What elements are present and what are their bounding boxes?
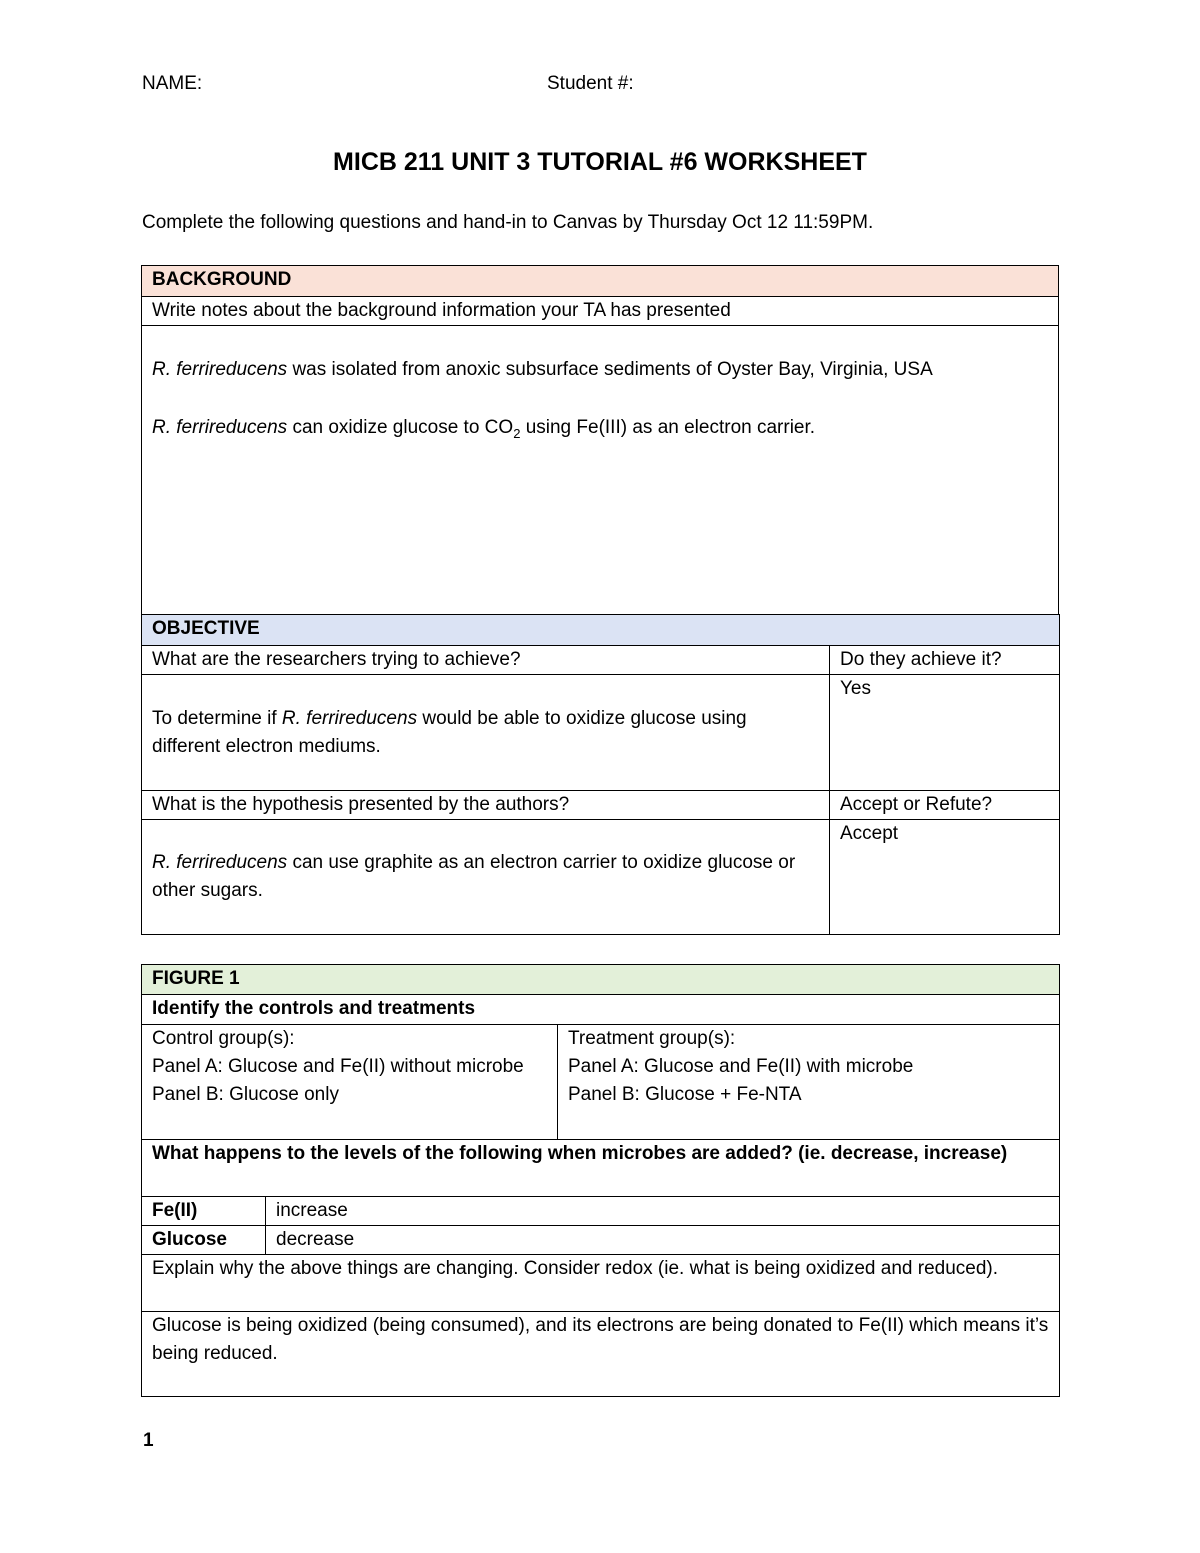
treatment-groups-label: Treatment group(s):: [568, 1028, 736, 1049]
background-notes: [142, 326, 1059, 617]
treatment-panel-b: Panel B: Glucose + Fe-NTA: [568, 1084, 802, 1105]
objective-heading: OBJECTIVE: [142, 615, 1060, 646]
explain-answer: Glucose is being oxidized (being consumed), and its electrons are being donated to Fe(II) which means it’s being reduced.: [142, 1312, 1060, 1397]
page-number: 1: [143, 1430, 154, 1451]
figure1-subheading: Identify the controls and treatments: [142, 995, 1060, 1025]
student-number-label: Student #:: [547, 73, 634, 94]
treatment-panel-a: Panel A: Glucose and Fe(II) with microbe: [568, 1056, 914, 1077]
treatment-groups-cell: [558, 1025, 1060, 1140]
page-title: MICB 211 UNIT 3 TUTORIAL #6 WORKSHEET: [333, 148, 867, 176]
background-table: [141, 265, 1059, 617]
levels-question: What happens to the levels of the following when microbes are added? (ie. decrease, increase): [142, 1140, 1060, 1197]
objective-question-1-side: Do they achieve it?: [830, 646, 1060, 675]
objective-answer-2: [142, 820, 830, 935]
control-groups-label: Control group(s):: [152, 1028, 295, 1049]
objective-question-1: What are the researchers trying to achieve?: [142, 646, 830, 675]
control-groups-cell: [142, 1025, 558, 1140]
organism-name: R. ferrireducens: [281, 707, 418, 729]
objective-question-2-side: Accept or Refute?: [830, 791, 1060, 820]
answer-text: To determine if: [152, 707, 282, 729]
background-note-2: [152, 414, 1048, 448]
level-row-value-glucose: decrease: [266, 1226, 1060, 1255]
note-text: using Fe(III) as an electron carrier.: [520, 417, 816, 438]
name-label: NAME:: [142, 73, 203, 94]
objective-answer-2-side: Accept: [830, 820, 1060, 935]
organism-name: R. ferrireducens: [152, 359, 288, 380]
figure1-table: [141, 964, 1060, 1397]
objective-question-2: What is the hypothesis presented by the authors?: [142, 791, 830, 820]
control-panel-a: Panel A: Glucose and Fe(II) without microbe: [152, 1056, 524, 1077]
figure1-heading: FIGURE 1: [142, 965, 1060, 995]
background-prompt: Write notes about the background information your TA has presented: [142, 297, 1059, 326]
answer-text: can use graphite as an electron carrier to oxidize glucose or other sugars.: [152, 852, 796, 901]
note-text: can oxidize glucose to CO: [287, 417, 514, 438]
level-row-label-fe: Fe(II): [142, 1197, 266, 1226]
subscript-2: 2: [513, 425, 521, 441]
objective-table: [141, 614, 1060, 935]
instructions-text: Complete the following questions and hand-in to Canvas by Thursday Oct 12 11:59PM.: [142, 212, 874, 233]
level-row-value-fe: increase: [266, 1197, 1060, 1226]
organism-name: R. ferrireducens: [152, 417, 288, 438]
objective-answer-1: [142, 675, 830, 791]
background-note-1: [152, 356, 1048, 384]
answer-text: would be able to oxidize glucose using different electron mediums.: [152, 707, 747, 757]
control-panel-b: Panel B: Glucose only: [152, 1084, 339, 1105]
level-row-label-glucose: Glucose: [142, 1226, 266, 1255]
objective-answer-1-side: Yes: [830, 675, 1060, 791]
background-heading: BACKGROUND: [142, 266, 1059, 297]
explain-prompt: Explain why the above things are changing. Consider redox (ie. what is being oxidized and reduced).: [142, 1255, 1060, 1312]
organism-name: R. ferrireducens: [152, 852, 288, 873]
note-text: was isolated from anoxic subsurface sediments of Oyster Bay, Virginia, USA: [287, 359, 933, 380]
